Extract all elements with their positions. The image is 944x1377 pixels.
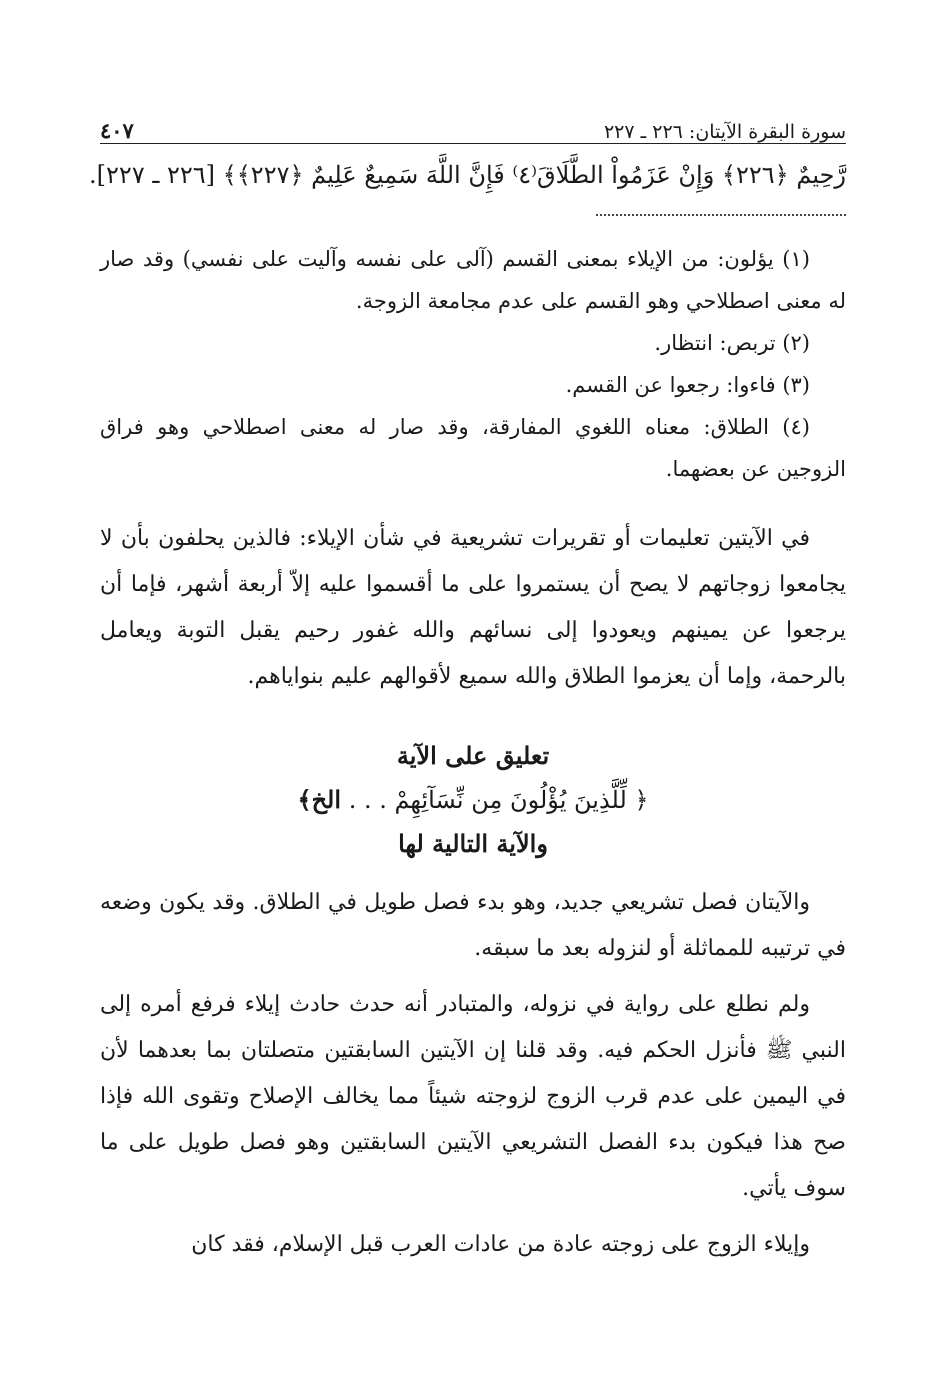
footnotes [100, 238, 846, 490]
page-number: ٤٠٧ [100, 118, 134, 143]
heading-quote [100, 778, 846, 822]
paragraph-3: وإيلاء الزوج على زوجته عادة من عادات العرب قبل الإسلام، فقد كان [191, 1232, 810, 1257]
heading-quote-verse: ﴿ لِّلَّذِينَ يُؤْلُونَ مِن نِّسَآئِهِمْ . . . [348, 786, 649, 814]
footnote-1: (١) يؤلون: من الإيلاء بمعنى القسم (آلى على نفسه وآليت على نفسي) وقد صار له معنى اصطلاحي وهو القسم على عدم مجامعة الزوجة. [100, 247, 846, 313]
paragraph-1: والآيتان فصل تشريعي جديد، وهو بدء فصل طويل في الطلاق. وقد يكون وضعه في ترتيبه للمماثلة أو لنزوله بعد ما سبقه. [100, 890, 846, 961]
heading-line-1: تعليق على الآية [396, 741, 550, 770]
footnote-separator [596, 214, 846, 216]
section-heading [100, 734, 846, 866]
footnote-4: (٤) الطلاق: معناه اللغوي المفارقة، وقد صار له معنى اصطلاحي وهو فراق الزوجين عن بعضهما. [100, 415, 846, 481]
paragraph-2: ولم نطلع على رواية في نزوله، والمتبادر أنه حدث حادث إيلاء فرفع أمره إلى النبي ﷺ فأنزل الحكم فيه. وقد قلنا إن الآيتين السابقتين متصلتان بما بعدهما لأن في اليمين على عدم قرب الزوج لزوجته شيئاً مما يخالف الإصلاح وتقوى الله فإذا صح هذا فيكون بدء الفصل التشريعي الآيتين السابقتين وهو فصل طويل على ما سوف يأتي. [100, 992, 846, 1201]
footnote-2: (٢) تربص: انتظار. [654, 331, 810, 355]
page-header [100, 105, 846, 144]
running-title: سورة البقرة الآيتان: ٢٢٦ ـ ٢٢٧ [603, 121, 846, 143]
intro-paragraph: في الآيتين تعليمات أو تقريرات تشريعية في شأن الإيلاء: فالذين يحلفون بأن لا يجامعوا زوجاتهم لا يصح أن يستمروا على ما أقسموا عليه إلاّ أربعة أشهر، فإما أن يرجعوا عن يمينهم ويعودوا إلى نسائهم والله غفور رحيم يقبل التوبة ويعامل بالرحمة، وإما أن يعزموا الطلاق والله سميع لأقوالهم عليم بنواياهم. [100, 526, 846, 689]
footnote-3: (٣) فاءوا: رجعوا عن القسم. [565, 373, 810, 397]
heading-line-3: والآية التالية لها [398, 829, 548, 858]
commentary-section [100, 880, 846, 1268]
intro-section [100, 516, 846, 700]
heading-quote-tail: الخ﴾ [297, 785, 342, 814]
quran-verse-line: رَّحِيمٌ ﴿٢٢٦﴾ وَإِنْ عَزَمُواْ الطَّلَاقَ⁽٤⁾ فَإِنَّ اللَّهَ سَمِيعٌ عَلِيمٌ ﴿٢٢٧﴾﴾ [٢٢٦ ـ ٢٢٧]. [89, 161, 846, 189]
book-page [89, 105, 846, 1278]
